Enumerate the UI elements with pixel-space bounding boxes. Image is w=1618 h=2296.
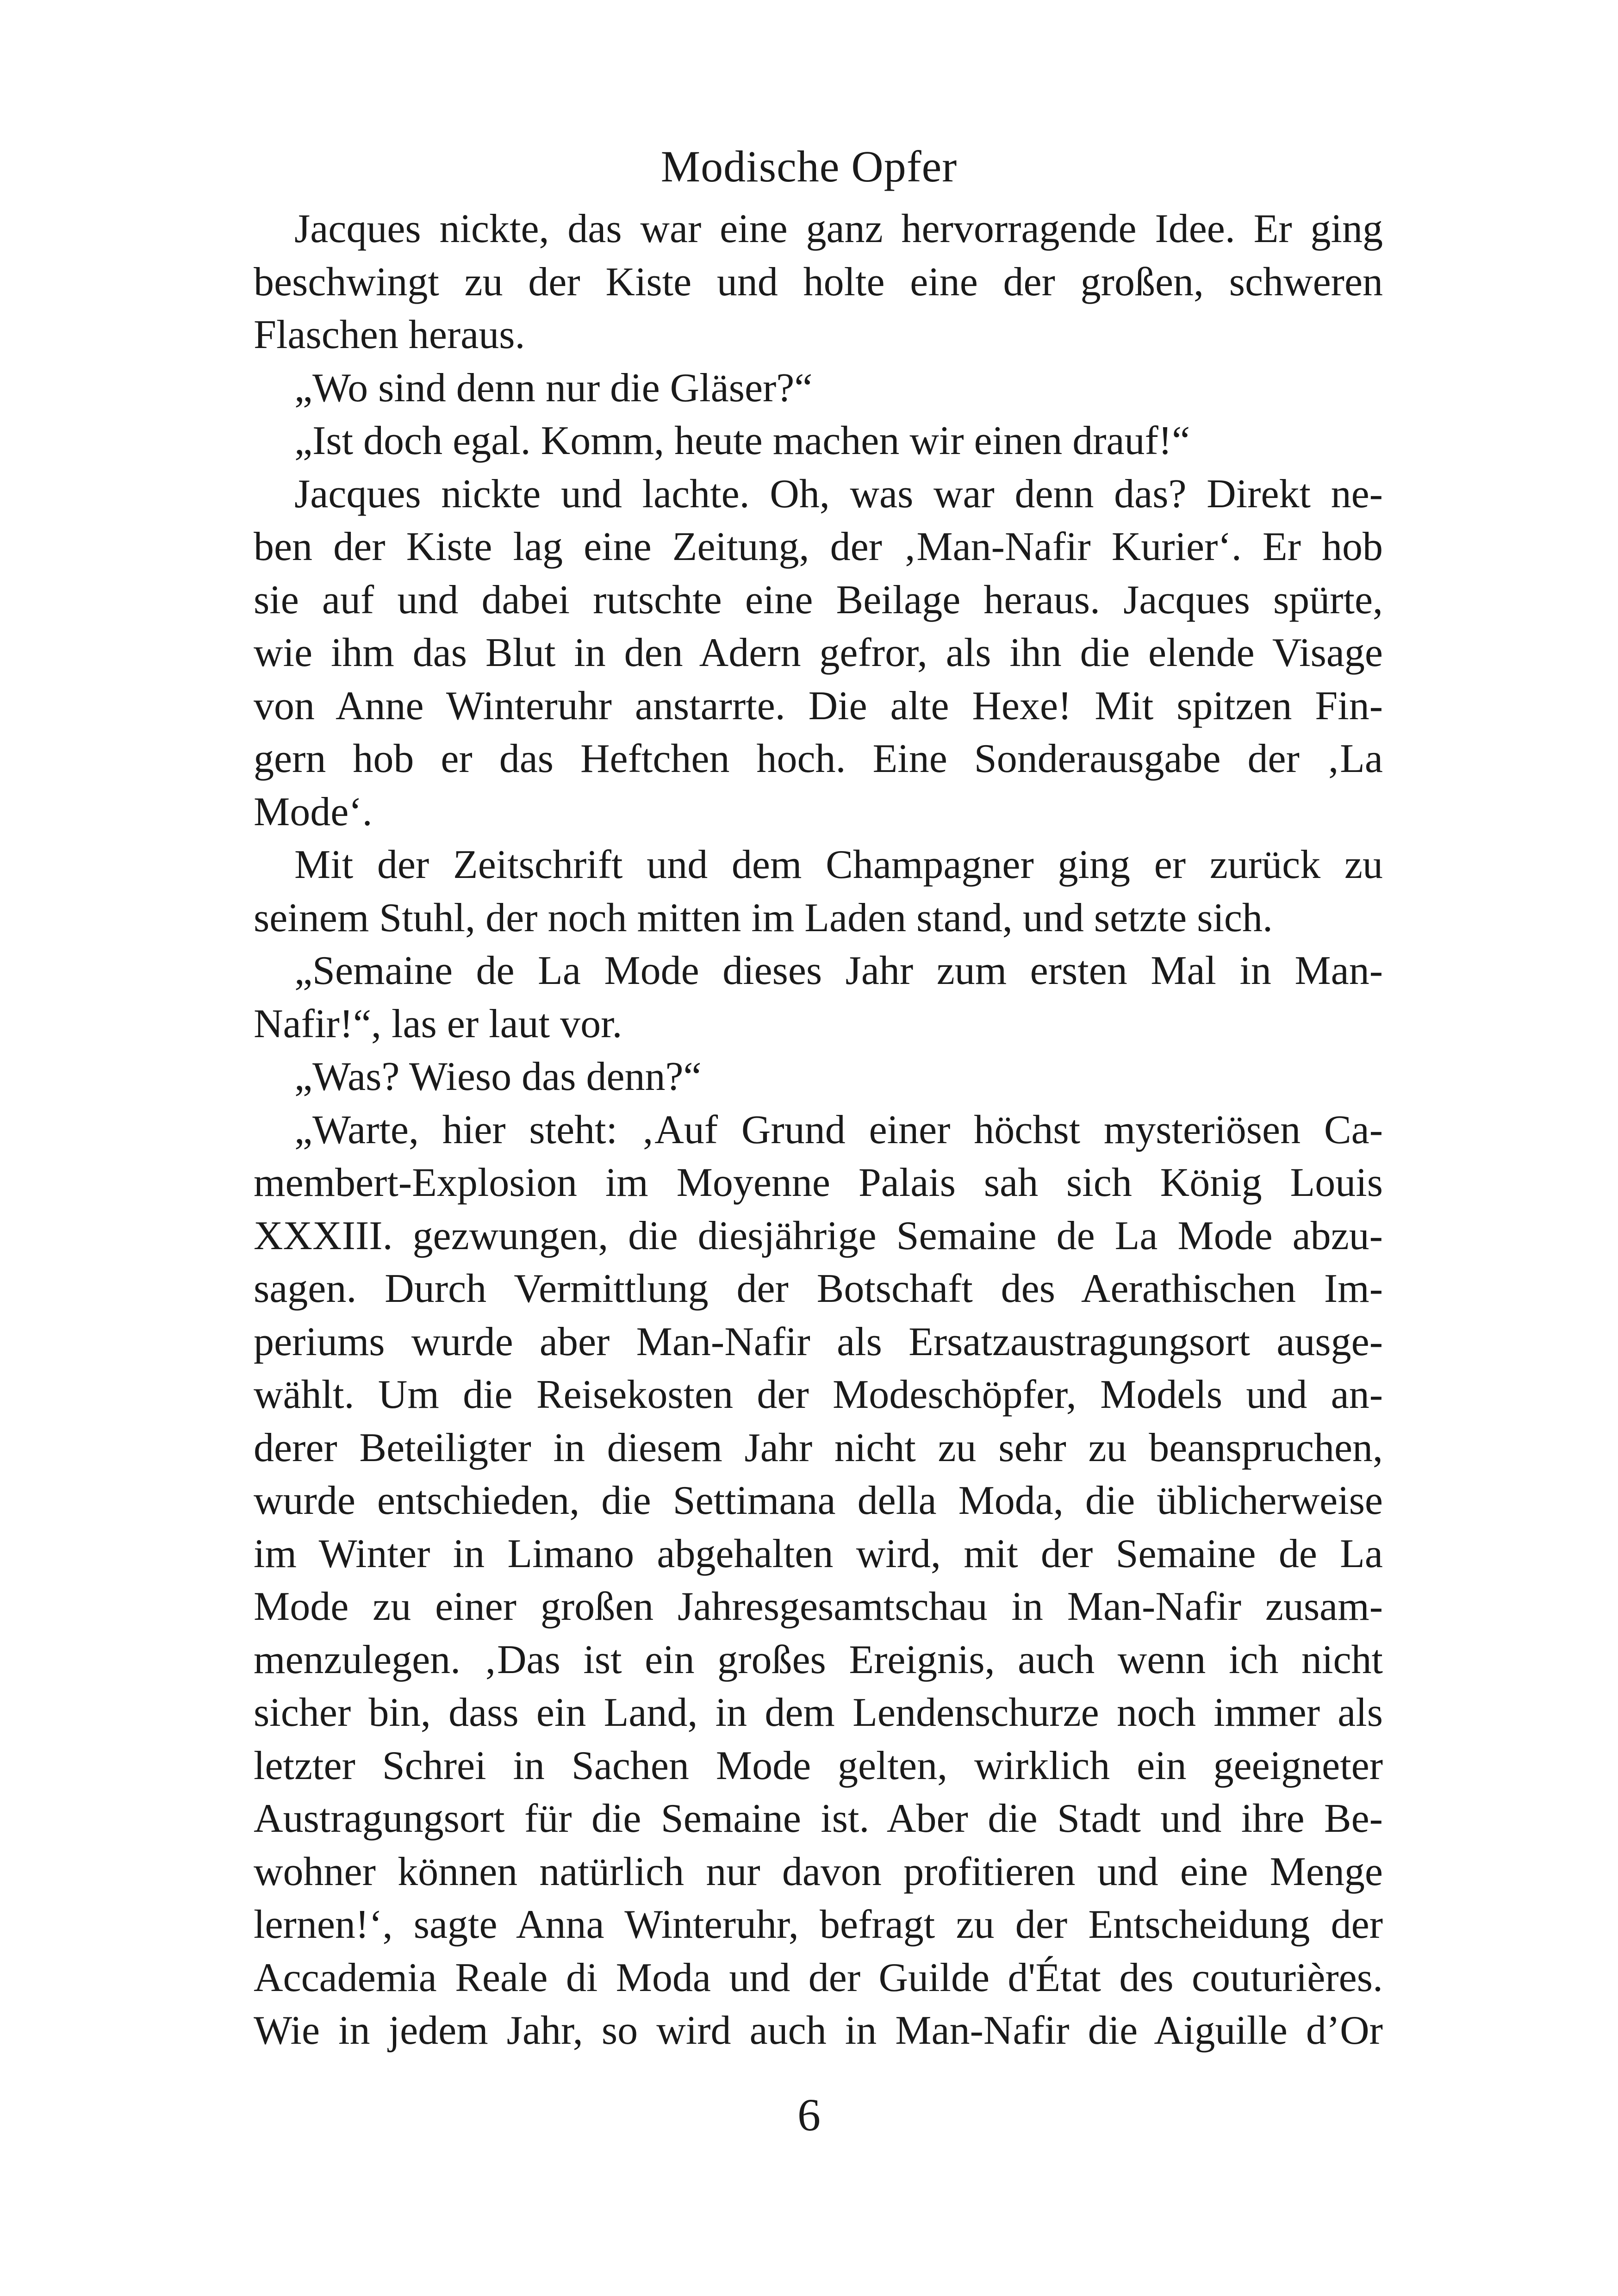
text-line: Mode‘. — [254, 789, 373, 834]
text-line: Austragungsort für die Semaine ist. Aber die Stadt und ihre Be- — [254, 1796, 1383, 1841]
text-line: wohner können natürlich nur davon profitieren und eine Menge — [254, 1849, 1383, 1894]
text-line: sicher bin, dass ein Land, in dem Lendenschurze noch immer als — [254, 1690, 1383, 1735]
text-line: „Warte, hier steht: ‚Auf Grund einer höchst mysteriösen Ca- — [294, 1107, 1383, 1152]
text-line: ben der Kiste lag eine Zeitung, der ‚Man-Nafir Kurier‘. Er hob — [254, 524, 1383, 569]
running-title: Modische Opfer — [660, 142, 958, 191]
text-line: wie ihm das Blut in den Adern gefror, als ihn die elende Visage — [254, 630, 1383, 675]
text-line: „Wo sind denn nur die Gläser?“ — [294, 365, 813, 411]
text-line: Jacques nickte und lachte. Oh, was war denn das? Direkt ne- — [294, 471, 1383, 516]
text-line: membert-Explosion im Moyenne Palais sah sich König Louis — [254, 1160, 1383, 1205]
text-line: letzter Schrei in Sachen Mode gelten, wirklich ein geeigneter — [254, 1743, 1383, 1788]
text-line: beschwingt zu der Kiste und holte eine der großen, schweren — [254, 259, 1383, 305]
body-text — [254, 203, 1383, 2058]
text-line: Wie in jedem Jahr, so wird auch in Man-Nafir die Aiguille d’Or — [254, 2008, 1383, 2053]
text-line: Mode zu einer großen Jahresgesamtschau in Man-Nafir zusam- — [254, 1584, 1383, 1629]
text-line: von Anne Winteruhr anstarrte. Die alte Hexe! Mit spitzen Fin- — [254, 683, 1383, 728]
page-number: 6 — [797, 2089, 821, 2140]
text-line: Accademia Reale di Moda und der Guilde d'État des couturières. — [254, 1955, 1383, 2000]
text-line: sie auf und dabei rutschte eine Beilage heraus. Jacques spürte, — [254, 577, 1383, 622]
text-line: derer Beteiligter in diesem Jahr nicht zu sehr zu beanspruchen, — [254, 1425, 1383, 1470]
text-line: wurde entschieden, die Settimana della Moda, die üblicherweise — [254, 1478, 1383, 1523]
text-line: sagen. Durch Vermittlung der Botschaft des Aerathischen Im- — [254, 1266, 1383, 1311]
text-line: lernen!‘, sagte Anna Winteruhr, befragt zu der Entscheidung der — [254, 1902, 1383, 1947]
text-line: periums wurde aber Man-Nafir als Ersatzaustragungsort ausge- — [254, 1319, 1383, 1364]
text-line: Flaschen heraus. — [254, 312, 525, 357]
text-line: seinem Stuhl, der noch mitten im Laden stand, und setzte sich. — [254, 895, 1273, 940]
text-line: XXXIII. gezwungen, die diesjährige Semaine de La Mode abzu- — [254, 1213, 1383, 1258]
text-line: „Ist doch egal. Komm, heute machen wir einen drauf!“ — [294, 418, 1190, 463]
text-line: „Was? Wieso das denn?“ — [294, 1054, 702, 1099]
text-line: Mit der Zeitschrift und dem Champagner ging er zurück zu — [294, 842, 1383, 887]
text-line: gern hob er das Heftchen hoch. Eine Sonderausgabe der ‚La — [254, 736, 1383, 781]
text-line: „Semaine de La Mode dieses Jahr zum ersten Mal in Man- — [294, 948, 1383, 993]
text-line: Jacques nickte, das war eine ganz hervorragende Idee. Er ging — [294, 206, 1383, 251]
text-line: menzulegen. ‚Das ist ein großes Ereignis, auch wenn ich nicht — [254, 1637, 1383, 1682]
text-line: Nafir!“, las er laut vor. — [254, 1001, 622, 1046]
text-line: wählt. Um die Reisekosten der Modeschöpfer, Models und an- — [254, 1372, 1383, 1417]
text-line: im Winter in Limano abgehalten wird, mit der Semaine de La — [254, 1531, 1383, 1576]
